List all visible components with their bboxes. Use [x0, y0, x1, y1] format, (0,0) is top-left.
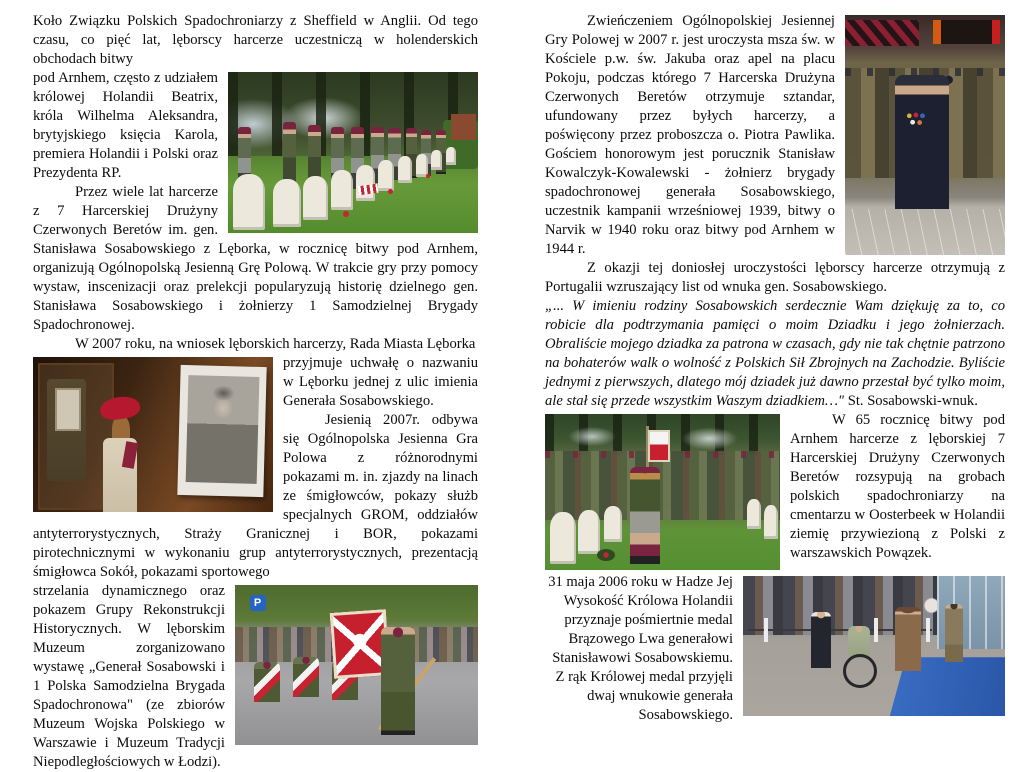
- parking-sign: P: [250, 595, 266, 611]
- left-page: [33, 12, 478, 772]
- shop-awning: [845, 20, 919, 46]
- photo-museum-exhibition: [33, 357, 273, 512]
- quote-paragraph: [545, 297, 1005, 411]
- scout-crowd: [545, 451, 780, 520]
- photo-scouts-at-cemetery: [228, 72, 478, 233]
- headstone: [446, 147, 456, 165]
- headstone: [604, 506, 622, 542]
- officer-figure: [945, 604, 963, 662]
- medals: [906, 111, 928, 127]
- scout-girl-figure: [630, 467, 660, 564]
- kneeling-scout: [254, 662, 280, 702]
- framed-photo-exhibit: [55, 388, 81, 431]
- man-in-suit: [811, 612, 831, 668]
- body-paragraph: Koło Związku Polskich Spadochroniarzy z Sheffield w Anglii. Od tego czasu, co pięć lat, lęborscy harcerze uczestniczą w holenderskich obchodach bitwy: [33, 13, 478, 67]
- barrier-post: [764, 618, 768, 642]
- body-paragraph: W 65 rocznicę bitwy pod Arnhem harcerze z lęborskiej 7 Harcerskiej Drużyny Czerwonych Beretów rozsypują na grobach polskich spadochroniarzy na cmentarzu w Oosterbeek w Holandii ziemię przywiezioną z Polski z warszawskich Powązek.: [790, 412, 1005, 561]
- wheelchair: [843, 654, 877, 688]
- general-portrait: [186, 376, 260, 485]
- barrier-post: [926, 618, 930, 642]
- photo-oosterbeek-cemetery: [545, 414, 780, 570]
- headstone: [398, 156, 412, 183]
- body-paragraph: W 2007 roku, na wniosek lęborskich harcerzy, Rada Miasta Lęborka: [75, 336, 476, 352]
- body-paragraph: Przez wiele lat harcerze z 7 Harcerskiej Drużyny Czerwonych Beretów im. gen. Stanisława Sosabowskiego z Lęborka, w rocznicę bitwy pod Arnhem, organizują Ogólnopolską Jesienną Grę Polową. W trakcie gry przy pomocy wystaw, inscenizacji oraz prelekcji popularyzują historię dzielnego gen. Stanisława Sosabowskiego i żołnierzy 1 Samodzielnej Brygady Spadochronowej.: [33, 184, 478, 333]
- veteran-figure: [895, 75, 949, 224]
- photo-banner-parade: [235, 585, 478, 745]
- headstone: [331, 170, 353, 210]
- shop-signs: [933, 20, 1000, 44]
- memorial-ribbon: [357, 184, 378, 196]
- quote-attribution: St. Sosabowski-wnuk.: [844, 393, 978, 409]
- headstone: [764, 505, 778, 539]
- headstone: [550, 512, 576, 564]
- body-paragraph: Zwieńczeniem Ogólnopolskiej Jesiennej Gry Polowej w 2007 r. jest uroczysta msza św. w Kościele p.w. św. Jakuba oraz apel na placu Pokoju, podczas którego 7 Harcerska Drużyna Czerwonych Beretów otrzymuje sztandar, ufundowany przez byłych harcerzy, a poświęcony przez proboszcza o. Piotra Pawlika. Gościem honorowym jest porucznik Stanisław Kowalczyk-Kowalewski - żołnierz brygady spadochronowej generała Sosabowskiego, uczestnik kampanii wrześniowej 1939, bitwy o Narvik w 1940 roku oraz bitwy pod Arnhem w 1944 r.: [545, 13, 835, 257]
- right-page: [545, 12, 1005, 725]
- headstone: [356, 165, 375, 201]
- kneeling-scout: [293, 657, 319, 697]
- body-paragraph: strzelania dynamicznego oraz pokazem Grupy Rekonstrukcji Historycznych. W lęborskim Muzeum zorganizowano wystawę „Generał Sosabowski i 1 Polska Samodzielna Brygada Spadochronowa" (ze zbiorów Muzeum Wojska Polskiego w Warszawie i Muzeum Tradycji Niepodległościowych w Łodzi).: [33, 583, 225, 770]
- headstone: [303, 176, 328, 220]
- flowers: [426, 174, 430, 178]
- headstone: [578, 510, 600, 554]
- standing-scout: [381, 627, 415, 736]
- quote-text: „... W imieniu rodziny Sosabowskich serdecznie Wam dziękuję za to, co robicie dla podtrzymania pamięci o moim Dziadku i jego żołnierzach. Obraliście mojego dziadka za patrona w czasach, gdy nie tak chętnie patrzono na bohaterów walk o wolność z Polskich Sił Zbrojnych na Zachodzie. Byliście jednymi z pierwszych, dlatego mój dziadek już dawno przestał być tylko moim, ale stał się przede wszystkim Waszym dziadkiem…": [545, 298, 1005, 409]
- pavement: [845, 209, 1005, 255]
- headstone: [233, 174, 265, 230]
- barrier-post: [874, 618, 878, 642]
- flowers: [343, 211, 349, 217]
- body-paragraph: pod Arnhem, często z udziałem królowej Holandii Beatrix, króla Wilhelma Aleksandra, brytyjskiego księcia Karola, premiera Holandii i Polski oraz Prezydenta RP.: [33, 70, 218, 181]
- headstone: [273, 179, 301, 227]
- headstone: [378, 160, 394, 191]
- building: [451, 114, 476, 140]
- body-paragraph: 31 maja 2006 roku w Hadze Jej Wysokość Królowa Holandii przyznaje pośmiertnie medal Brązowego Lwa generałowi Stanisławowi Sosabowskiemu. Z rąk Królowej medal przyjęli dwaj wnukowie generała Sosabowskiego.: [548, 574, 733, 723]
- body-paragraph: Jesienią 2007r. odbywa się Ogólnopolska Jesienna Gra Polowa z różnorodnymi pokazami m. in. zjazdy na linach ze śmigłowców, pokazy służb specjalnych GROM, oddziałów antyterrorystycznych, Straży Granicznej i BOR, pokazami pirotechnicznymi w wykonaniu grup antyterrorystycznych, prezentacją śmigłowca Sokół, pokazami sportowego: [33, 412, 478, 580]
- queen-figure: [895, 607, 921, 671]
- body-paragraph: Z okazji tej doniosłej uroczystości lęborscy harcerze otrzymują z Portugalii wzruszający list od wnuka gen. Sosabowskiego.: [545, 260, 1005, 295]
- body-paragraph: przyjmuje uchwałę o nazwaniu w Lęborku jednej z ulic imienia Generała Sosabowskiego.: [283, 355, 478, 409]
- photo-saluting-veteran: [845, 15, 1005, 255]
- headstone: [416, 154, 428, 177]
- headstone: [747, 499, 761, 529]
- headstone: [431, 150, 442, 170]
- general-portrait-frame: [178, 365, 268, 497]
- photo-medal-ceremony: [743, 576, 1005, 716]
- flowers: [388, 189, 393, 194]
- polish-flag: [648, 430, 670, 462]
- wreath: [597, 549, 615, 561]
